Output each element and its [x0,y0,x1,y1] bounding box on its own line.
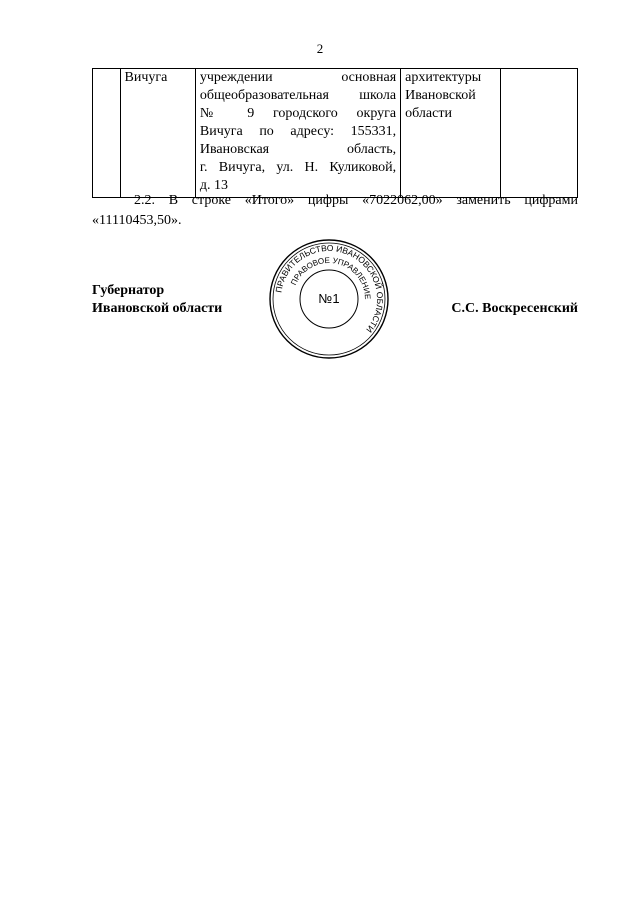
position-line: Ивановской области [92,301,223,316]
object-text-line: г. Вичуга, ул. Н. Куликовой, [199,160,397,175]
object-text-line: общеобразовательная школа [199,88,397,103]
department-text-line: области [405,106,452,121]
position-line: Губернатор [92,283,165,298]
object-text-line: учреждении основная [199,70,397,85]
object-text-line: д. 13 [199,178,229,193]
table-cell-city: Вичуга [120,69,195,198]
table-cell-number [93,69,121,198]
amendment-paragraph [92,191,578,231]
paragraph-line: 2.2. В строке «Итого» цифры «7022062,00» заменить цифрами [134,193,578,208]
object-text-line: Вичуга по адресу: 155331, [199,124,397,139]
paragraph-line: «11110453,50». [92,213,182,228]
page-number: 2 [316,41,324,56]
seal-number: №1 [318,291,340,306]
table-cell-empty [500,69,577,198]
document-table [92,68,578,198]
seal-inner-text: ПРАВОВОЕ УПРАВЛЕНИЕ [289,255,373,300]
object-text-line: № 9 городского округа [199,106,397,121]
table-cell-department [401,69,501,198]
table-cell-object [195,69,400,198]
signatory-name: С.С. Воскресенский [451,301,578,316]
table-row [93,69,578,198]
department-text-line: архитектуры [405,70,482,85]
official-seal [268,238,390,360]
seal-outer-text: ПРАВИТЕЛЬСТВО ИВАНОВСКОЙ ОБЛАСТИ [273,242,386,335]
object-text-line: Ивановская область, [199,142,397,157]
department-text-line: Ивановской [405,88,476,103]
signatory-position [92,282,222,318]
